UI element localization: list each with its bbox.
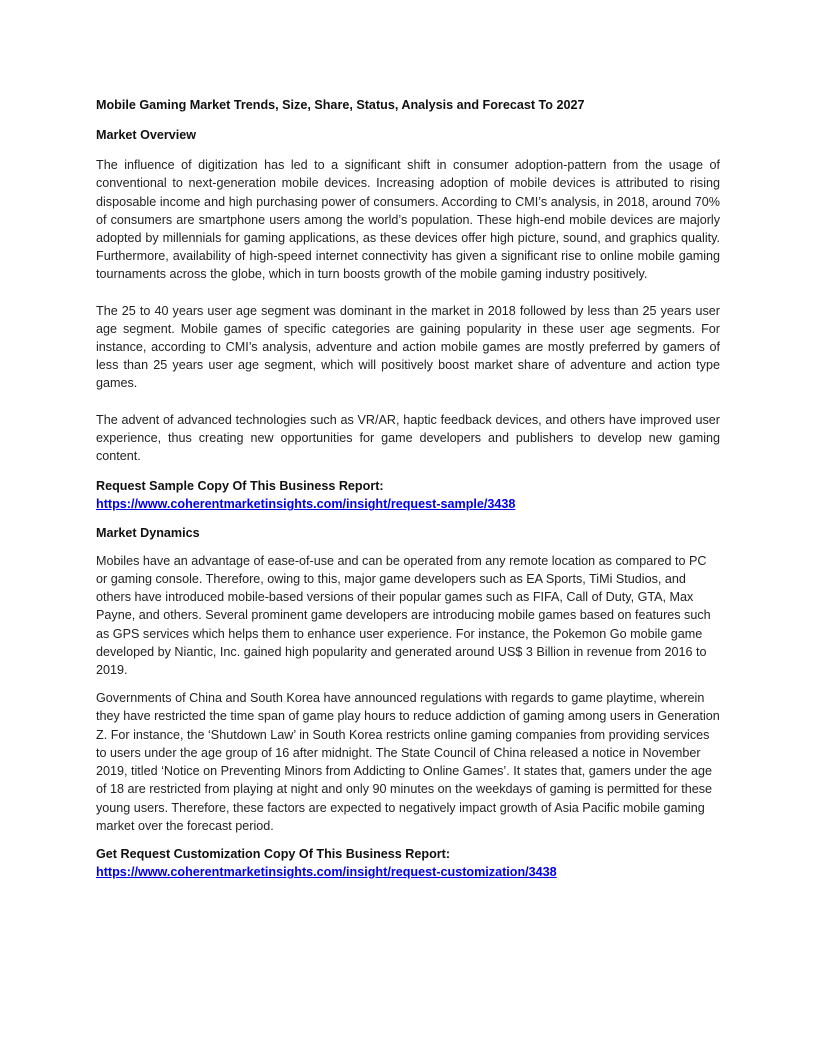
market-overview-heading: Market Overview bbox=[96, 128, 197, 142]
dynamics-paragraph-1: Mobiles have an advantage of ease-of-use and can be operated from any remote location as compared to PC or gaming console. Therefore, owing to this, major game developers such as EA Sports, TiMi Studios, and others have introduced mobile-based versions of their popular games such as FIFA, Call of Duty, GTA, Max Payne, and others. Several prominent game developers are introducing mobile games based on features such as GPS services which helps them to enhance user experience. For instance, the Pokemon Go mobile game developed by Niantic, Inc. gained high popularity and generated around US$ 3 Billion in revenue from 2016 to 2019. bbox=[96, 553, 711, 678]
document-page bbox=[96, 96, 720, 881]
customization-request-block bbox=[96, 845, 720, 881]
market-dynamics-heading: Market Dynamics bbox=[96, 525, 200, 540]
sample-request-block bbox=[96, 477, 720, 513]
customization-request-label: Get Request Customization Copy Of This Business Report: bbox=[96, 846, 451, 861]
page-title: Mobile Gaming Market Trends, Size, Share, Status, Analysis and Forecast To 2027 bbox=[96, 98, 585, 112]
sample-request-link[interactable]: https://www.coherentmarketinsights.com/insight/request-sample/3438 bbox=[96, 497, 516, 512]
overview-paragraph-2: The 25 to 40 years user age segment was dominant in the market in 2018 followed by less than 25 years user age segment. Mobile games of specific categories are gaining popularity in these user age segments. For instance, according to CMI’s analysis, adventure and action mobile games are mostly preferred by gamers of less than 25 years user age segment, which will positively boost market share of adventure and action type games. bbox=[96, 303, 720, 391]
overview-paragraph-1: The influence of digitization has led to a significant shift in consumer adoption-pattern from the usage of conventional to next-generation mobile devices. Increasing adoption of mobile devices is attributed to rising disposable income and high purchasing power of consumers. According to CMI’s analysis, in 2018, around 70% of consumers are smartphone users among the world’s population. These high-end mobile devices are majorly adopted by millennials for gaming applications, as these devices offer high picture, sound, and graphics quality. Furthermore, availability of high-speed internet connectivity has given a significant rise to online mobile gaming tournaments across the globe, which in turn boosts growth of the mobile gaming industry positively. bbox=[96, 158, 720, 282]
customization-request-link[interactable]: https://www.coherentmarketinsights.com/insight/request-customization/3438 bbox=[96, 865, 557, 880]
sample-request-label: Request Sample Copy Of This Business Report: bbox=[96, 479, 384, 494]
overview-paragraph-3: The advent of advanced technologies such as VR/AR, haptic feedback devices, and others have improved user experience, thus creating new opportunities for game developers and publishers to develop new gaming content. bbox=[96, 412, 720, 464]
dynamics-paragraph-2: Governments of China and South Korea have announced regulations with regards to game playtime, wherein they have restricted the time span of game play hours to reduce addiction of gaming among users in Generation Z. For instance, the ‘Shutdown Law’ in South Korea restricts online gaming companies from providing services to users under the age group of 16 after midnight. The State Council of China released a notice in November 2019, titled ‘Notice on Preventing Minors from Addicting to Online Games’. It states that, gamers under the age of 18 are restricted from playing at night and only 90 minutes on the weekdays of gaming is permitted for these young users. Therefore, these factors are expected to negatively impact growth of Asia Pacific mobile gaming market over the forecast period. bbox=[96, 691, 720, 833]
